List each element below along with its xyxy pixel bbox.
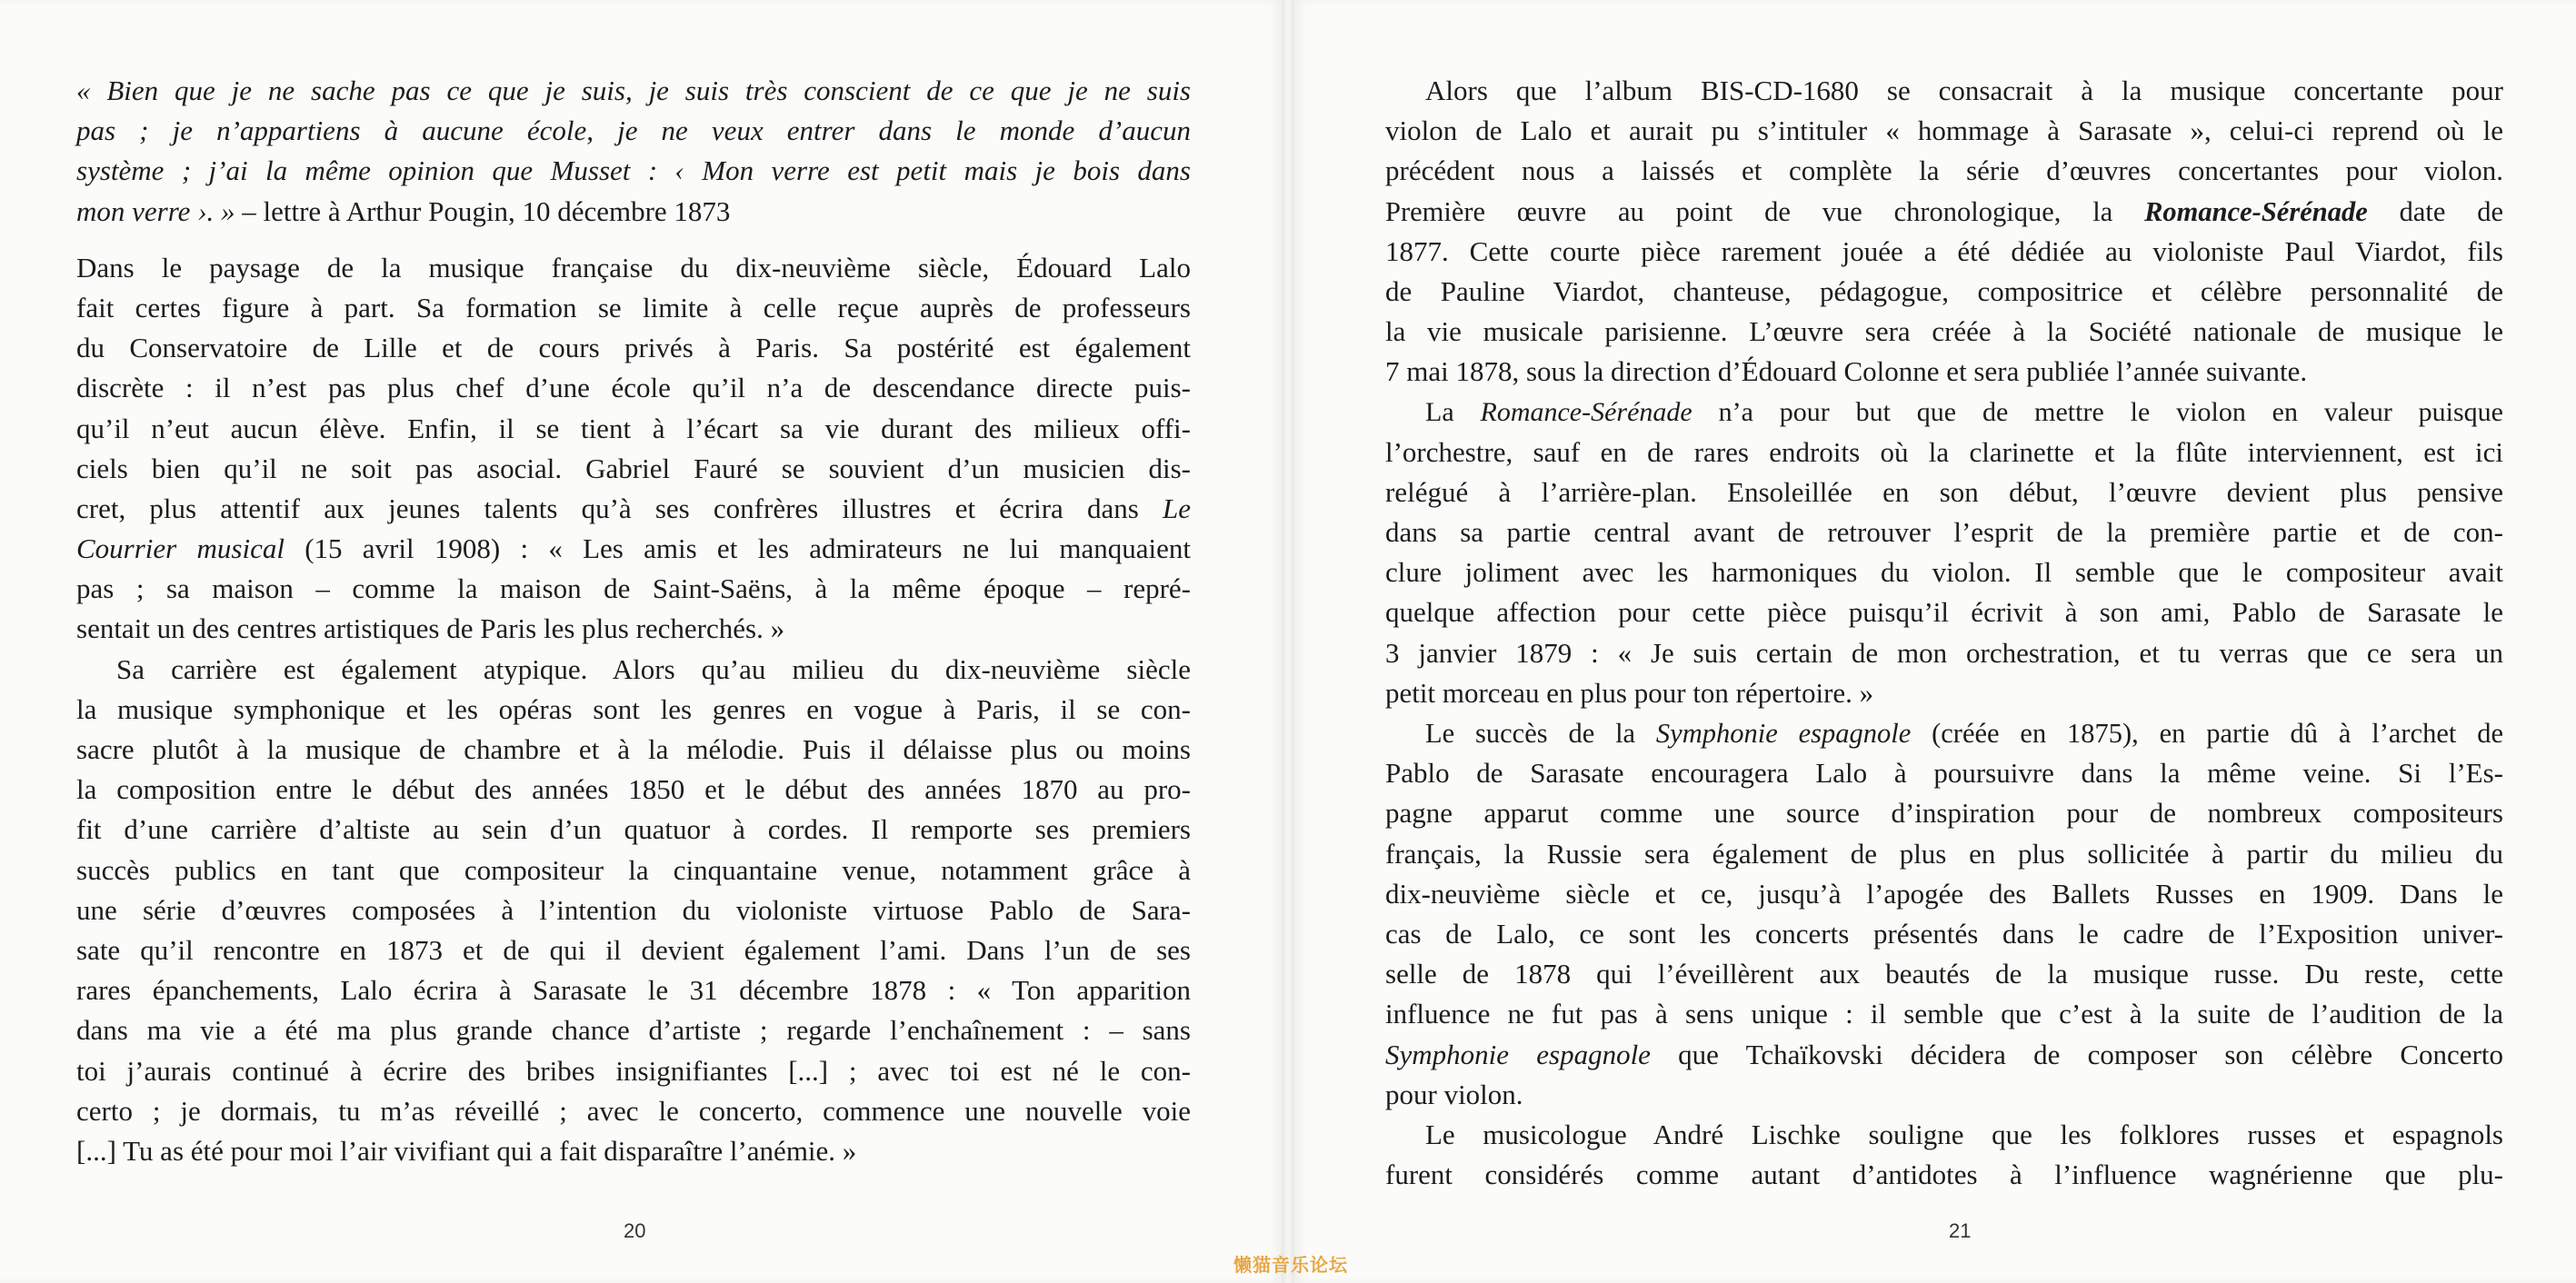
quote-line: pas ; je n’appartiens à aucune école, je ne veux entrer dans le monde d’aucun: [76, 114, 1191, 147]
paragraph-line: précédent nous a laissés et complète la série d’œuvres concertantes pour violon.: [1385, 154, 2503, 187]
quote-last-line: [76, 192, 1191, 232]
paragraph-line: dans ma vie a été ma plus grande chance d’artiste ; regarde l’enchaînement : – sans: [76, 1014, 1191, 1047]
paragraph-line: toi j’aurais continué à écrire des bribes insignifiantes [...] ; avec toi est né le con-: [76, 1054, 1191, 1087]
paragraph-line: furent considérés comme autant d’antidotes à l’influence wagnérienne que plu-: [1385, 1159, 2503, 1191]
paragraph-line: pagne apparut comme une source d’inspiration pour de nombreux compositeurs: [1385, 797, 2503, 830]
page-number: 21: [1949, 1219, 1972, 1242]
text-run: date de: [2367, 195, 2503, 227]
paragraph-line: Le musicologue André Lischke souligne que les folklores russes et espagnols: [1425, 1118, 2503, 1150]
paragraph-line: fait certes figure à part. Sa formation se limite à celle reçue auprès de professeurs: [76, 291, 1191, 323]
paragraph-line: qu’il n’eut aucun élève. Enfin, il se tient à l’écart sa vie durant des milieux offi-: [76, 412, 1191, 444]
paragraph-line: discrète : il n’est pas plus chef d’une école qu’il n’a de descendance directe puis-: [76, 372, 1191, 404]
paragraph-line: Alors que l’album BIS-CD-1680 se consacrait à la musique concertante pour: [1425, 75, 2503, 106]
book-gutter: [1282, 0, 1294, 1283]
paragraph-line: Sa carrière est également atypique. Alors qu’au milieu du dix-neuvième siècle: [116, 652, 1191, 685]
paragraph-line: Dans le paysage de la musique française du dix-neuvième siècle, Édouard Lalo: [76, 251, 1191, 283]
text-run: (créée en 1875), en partie dû à l’archet de: [1911, 718, 2503, 749]
paragraph-line: influence ne fut pas à sens unique : il semble que c’est à la suite de l’audition de la: [1385, 998, 2503, 1030]
paragraph-line: 3 janvier 1879 : « Je suis certain de mon orchestration, et tu verras que ce sera un: [1385, 636, 2503, 669]
paragraph-line: [76, 529, 1191, 569]
paragraph-line: français, la Russie sera également de plus en plus sollicitée à partir du milieu du: [1385, 837, 2503, 870]
paragraph-line: rares épanchements, Lalo écrira à Sarasate le 31 décembre 1878 : « Ton apparition: [76, 974, 1191, 1007]
paragraph-line: sacre plutôt à la musique de chambre et à la mélodie. Puis il délaisse plus ou moins: [76, 733, 1191, 765]
paragraph-line: [...] Tu as été pour moi l’air vivifiant qui a fait disparaître l’anémie. »: [76, 1134, 857, 1167]
paragraph-line: de Pauline Viardot, chanteuse, pédagogue, compositrice et célèbre personnalité de: [1385, 274, 2503, 307]
paragraph-line: sate qu’il rencontre en 1873 et de qui il devient également l’ami. Dans l’un de ses: [76, 933, 1191, 966]
paragraph-line: pas ; sa maison – comme la maison de Saint-Saëns, à la même époque – repré-: [76, 572, 1191, 605]
work-title: Romance-Sérénade: [1480, 396, 1692, 427]
paragraph-line: petit morceau en plus pour ton répertoire. »: [1385, 676, 1874, 709]
paragraph-line: 1877. Cette courte pièce rarement jouée a été dédiée au violoniste Paul Viardot, fils: [1385, 234, 2503, 267]
work-title: Symphonie espagnole: [1385, 1038, 1651, 1070]
watermark: 懒猫音乐论坛: [1233, 1254, 1348, 1276]
paragraph-line: [1385, 192, 2503, 232]
right-page: [1294, 0, 2576, 1283]
paragraph-line: selle de 1878 qui l’éveillèrent aux beautés de la musique russe. Du reste, cette: [1385, 958, 2503, 990]
paragraph-line: fit d’une carrière d’altiste au sein d’un quatuor à cordes. Il remporte ses premiers: [76, 813, 1191, 846]
paragraph-line: la vie musicale parisienne. L’œuvre sera créée à la Société nationale de musique le: [1385, 315, 2503, 348]
paragraph-line: l’orchestre, sauf en de rares endroits où la clarinette et la flûte interviennent, est ici: [1385, 435, 2503, 468]
paragraph-line: une série d’œuvres composées à l’intention du violoniste virtuose Pablo de Sara-: [76, 893, 1191, 926]
page-number: 20: [624, 1219, 646, 1242]
paragraph-line: [76, 489, 1191, 529]
paragraph-line: [1385, 1035, 2503, 1075]
text-run: La: [1425, 396, 1481, 427]
text-run: cret, plus attentif aux jeunes talents qu’à ses confrères illustres et écrira dans: [76, 492, 1163, 524]
paragraph-line: 7 mai 1878, sous la direction d’Édouard Colonne et sera publiée l’année suivante.: [1385, 355, 2308, 388]
quote-end: mon verre ›. »: [76, 194, 235, 227]
left-page: [0, 0, 1282, 1283]
paragraph-line: sentait un des centres artistiques de Paris les plus recherchés. »: [76, 612, 785, 645]
text-run: (15 avril 1908) : « Les amis et les admirateurs ne lui manquaient: [284, 532, 1191, 565]
text-run: Le succès de la: [1425, 718, 1656, 749]
paragraph-line: dix-neuvième siècle et ce, jusqu’à l’apogée des Ballets Russes en 1909. Dans le: [1385, 877, 2503, 910]
paragraph-line: la composition entre le début des années 1850 et le début des années 1870 au pro-: [76, 773, 1191, 806]
right-text-block: [1385, 71, 2503, 1195]
paragraph-line: Pablo de Sarasate encouragera Lalo à poursuivre dans la même veine. Si l’Es-: [1385, 757, 2503, 790]
paragraph-line: quelque affection pour cette pièce puisqu’il écrivit à son ami, Pablo de Sarasate le: [1385, 596, 2503, 629]
quote-line: système ; j’ai la même opinion que Musset : ‹ Mon verre est petit mais je bois dans: [76, 154, 1191, 187]
text-run: n’a pour but que de mettre le violon en valeur puisque: [1692, 396, 2503, 427]
quote-attribution: – lettre à Arthur Pougin, 10 décembre 1873: [235, 194, 731, 227]
paragraph-line: cas de Lalo, ce sont les concerts présentés dans le cadre de l’Exposition univer-: [1385, 917, 2503, 950]
quote-line: « Bien que je ne sache pas ce que je suis, je suis très conscient de ce que je ne suis: [76, 75, 1191, 106]
paragraph-line: certo ; je dormais, tu m’as réveillé ; avec le concerto, commence une nouvelle voie: [76, 1094, 1191, 1127]
paragraph-line: pour violon.: [1385, 1078, 1523, 1110]
work-title: Romance-Sérénade: [2144, 195, 2368, 227]
paragraph-line: dans sa partie central avant de retrouver l’esprit de la première partie et de con-: [1385, 516, 2503, 549]
paragraph-line: [1385, 713, 2503, 753]
text-run: que Tchaïkovski décidera de composer son célèbre Concerto: [1650, 1038, 2503, 1070]
left-text-block: [76, 71, 1191, 1171]
paragraph-line: relégué à l’arrière-plan. Ensoleillée en son début, l’œuvre devient plus pensive: [1385, 475, 2503, 508]
text-run: Première œuvre au point de vue chronologique, la: [1385, 195, 2145, 227]
paragraph-line: la musique symphonique et les opéras sont les genres en vogue à Paris, il se con-: [76, 692, 1191, 725]
work-title: Symphonie espagnole: [1655, 718, 1912, 749]
paragraph-line: violon de Lalo et aurait pu s’intituler « hommage à Sarasate », celui-ci reprend où le: [1385, 114, 2503, 147]
journal-title-part: Le: [1163, 492, 1191, 524]
paragraph-line: clure joliment avec les harmoniques du violon. Il semble que le compositeur avait: [1385, 556, 2503, 589]
paragraph-line: [1385, 393, 2503, 433]
paragraph-line: succès publics en tant que compositeur la cinquantaine venue, notamment grâce à: [76, 853, 1191, 886]
paragraph-line: ciels bien qu’il ne soit pas asocial. Gabriel Fauré se souvient d’un musicien dis-: [76, 452, 1191, 484]
journal-title-part: Courrier musical: [76, 532, 285, 565]
paragraph-line: du Conservatoire de Lille et de cours privés à Paris. Sa postérité est également: [76, 332, 1191, 364]
